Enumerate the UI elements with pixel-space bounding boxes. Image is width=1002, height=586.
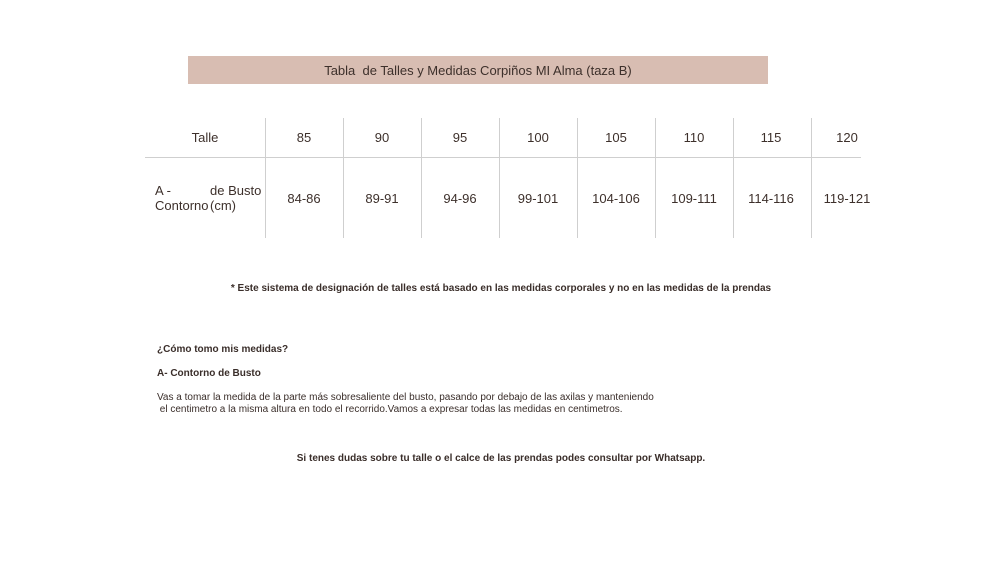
- howto-title: ¿Cómo tomo mis medidas?: [157, 344, 289, 355]
- bust-measure-cell: 114-116: [748, 190, 794, 206]
- size-header-cell: 100: [527, 130, 549, 145]
- size-header-cell: 115: [760, 130, 782, 145]
- bust-measure-label-line1: A - Contorno: [155, 183, 209, 213]
- bust-measure-cell: 89-91: [365, 190, 399, 206]
- size-header-label: Talle: [191, 130, 219, 145]
- bust-measure-cell: 99-101: [517, 190, 559, 206]
- bust-measure-label: [145, 158, 265, 238]
- measuring-instructions-line2: el centimetro a la misma altura en todo el recorrido.Vamos a expresar todas las medidas en centimetros.: [157, 404, 623, 415]
- size-header-cell: 120: [836, 130, 858, 145]
- size-header-cell: 110: [683, 130, 705, 145]
- whatsapp-contact-note: Si tenes dudas sobre tu talle o el calce de las prendas podes consultar por Whatsapp.: [296, 453, 706, 464]
- measuring-instructions: [157, 392, 757, 416]
- bust-measure-cell: 104-106: [592, 190, 640, 206]
- bust-measure-label-line2: de Busto (cm): [210, 183, 262, 213]
- size-header-cell: 90: [374, 130, 390, 145]
- bust-contour-title: A- Contorno de Busto: [157, 368, 261, 379]
- size-header-cell: 95: [452, 130, 468, 145]
- size-header-cell: 85: [296, 130, 312, 145]
- bust-measure-cell: 94-96: [443, 190, 477, 206]
- size-chart-title: Tabla de Talles y Medidas Corpiños MI Alma (taza B): [188, 56, 768, 84]
- bust-measure-cell: 119-121: [823, 190, 871, 206]
- measuring-instructions-line1: Vas a tomar la medida de la parte más sobresaliente del busto, pasando por debajo de las axilas y manteniendo: [157, 392, 654, 403]
- size-header-cell: 105: [605, 130, 627, 145]
- size-header-row: [145, 118, 861, 157]
- size-table: [145, 118, 871, 238]
- sizing-note: * Este sistema de designación de talles está basado en las medidas corporales y no en las medidas de la prendas: [230, 283, 772, 294]
- bust-measure-cell: 84-86: [287, 190, 321, 206]
- bust-measure-row: [145, 158, 871, 238]
- bust-measure-cell: 109-111: [671, 190, 717, 206]
